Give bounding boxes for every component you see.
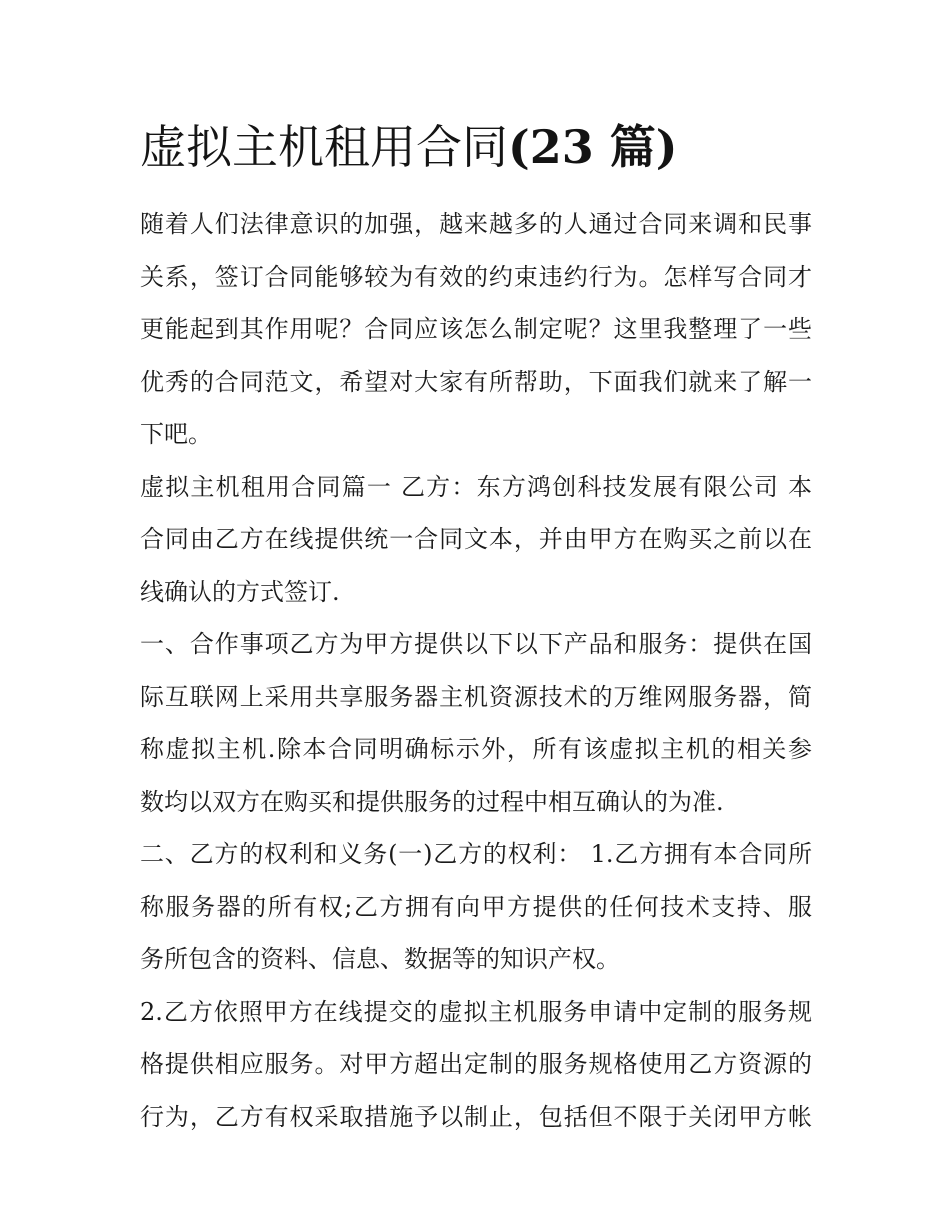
text-line: 格提供相应服务。对甲方超出定制的服务规格使用乙方资源的 [140, 1050, 812, 1078]
paragraph-clause-two [140, 986, 812, 1144]
text-line: 2.乙方依照甲方在线提交的虚拟主机服务申请中定制的服务规 [140, 997, 812, 1026]
text-line: 称虚拟主机.除本合同明确标示外，所有该虚拟主机的相关参 [140, 735, 812, 763]
text-line: 二、乙方的权利和义务(一)乙方的权利： 1.乙方拥有本合同所 [140, 840, 812, 868]
text-line: 称服务器的所有权;乙方拥有向甲方提供的任何技术支持、服 [140, 892, 812, 921]
text-line: 行为，乙方有权采取措施予以制止，包括但不限于关闭甲方帐 [140, 1102, 812, 1131]
paragraph-section-two [140, 828, 812, 986]
text-line: 更能起到其作用呢？合同应该怎么制定呢？这里我整理了一些 [140, 315, 812, 343]
paragraph-contract-header [140, 461, 812, 619]
document-body [140, 198, 812, 1143]
text-line: 优秀的合同范文，希望对大家有所帮助，下面我们就来了解一 [140, 367, 812, 396]
text-line: 下吧。 [140, 420, 212, 448]
text-line: 随着人们法律意识的加强，越来越多的人通过合同来调和民事 [140, 210, 812, 238]
text-line: 数均以双方在购买和提供服务的过程中相互确认的为准. [140, 787, 724, 816]
text-line: 务所包含的资料、信息、数据等的知识产权。 [140, 945, 620, 973]
paragraph-intro [140, 198, 812, 461]
text-line: 虚拟主机租用合同篇一 乙方：东方鸿创科技发展有限公司 本 [140, 472, 812, 501]
title-text: 虚拟主机租用合同 [140, 120, 508, 174]
document-title [140, 112, 830, 182]
text-line: 一、合作事项乙方为甲方提供以下以下产品和服务：提供在国 [140, 630, 812, 658]
text-line: 线确认的方式签订. [140, 577, 340, 606]
text-line: 合同由乙方在线提供统一合同文本，并由甲方在购买之前以在 [140, 525, 812, 553]
text-line: 关系，签订合同能够较为有效的约束违约行为。怎样写合同才 [140, 262, 812, 291]
title-count: (23 篇) [508, 120, 678, 174]
text-line: 际互联网上采用共享服务器主机资源技术的万维网服务器，简 [140, 682, 812, 711]
paragraph-section-one [140, 618, 812, 828]
